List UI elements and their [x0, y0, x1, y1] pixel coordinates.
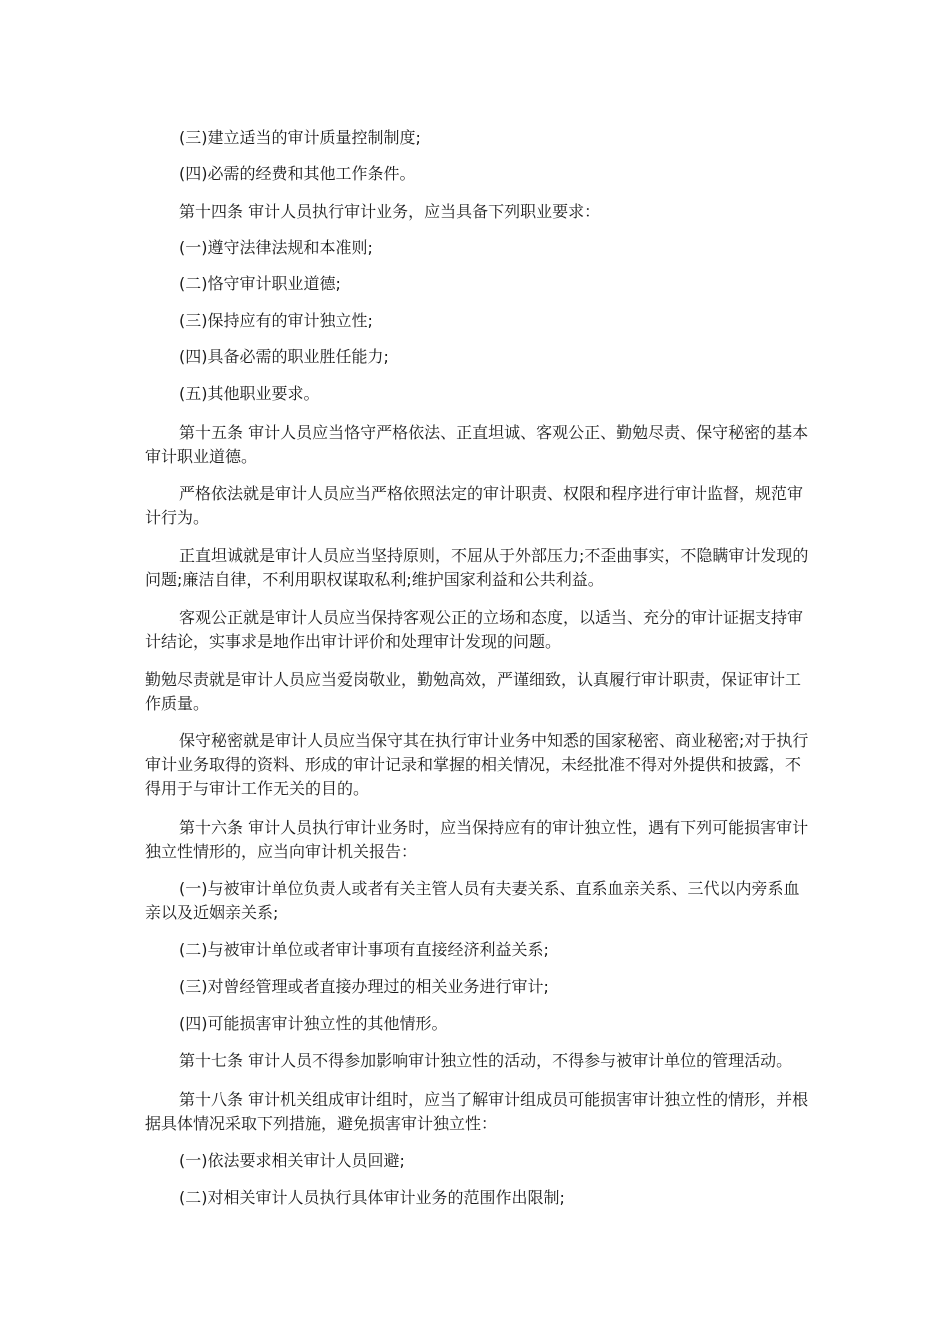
- paragraph: (二)与被审计单位或者审计事项有直接经济利益关系;: [179, 940, 549, 959]
- paragraph: (四)可能损害审计独立性的其他情形。: [179, 1014, 448, 1033]
- article-heading-17: 第十七条 审计人员不得参加影响审计独立性的活动，不得参与被审计单位的管理活动。: [179, 1051, 793, 1070]
- paragraph: (二)恪守审计职业道德;: [179, 274, 341, 293]
- paragraph: (三)建立适当的审计质量控制制度;: [179, 128, 421, 147]
- paragraph: 严格依法就是审计人员应当严格依照法定的审计职责、权限和程序进行审计监督，规范审计行为。: [145, 484, 804, 527]
- paragraph: (三)对曾经管理或者直接办理过的相关业务进行审计;: [179, 977, 549, 996]
- article-heading-16: 第十六条 审计人员执行审计业务时，应当保持应有的审计独立性，遇有下列可能损害审计独立性情形的，应当向审计机关报告：: [145, 818, 809, 861]
- paragraph: (二)对相关审计人员执行具体审计业务的范围作出限制;: [179, 1188, 565, 1207]
- paragraph: (四)具备必需的职业胜任能力;: [179, 347, 389, 366]
- paragraph: 勤勉尽责就是审计人员应当爱岗敬业，勤勉高效，严谨细致，认真履行审计职责，保证审计工作质量。: [145, 670, 802, 713]
- article-heading-18: 第十八条 审计机关组成审计组时，应当了解审计组成员可能损害审计独立性的情形，并根据具体情况采取下列措施，避免损害审计独立性：: [145, 1090, 809, 1133]
- paragraph: (四)必需的经费和其他工作条件。: [179, 164, 416, 183]
- article-heading-14: 第十四条 审计人员执行审计业务，应当具备下列职业要求：: [179, 202, 601, 221]
- paragraph: (三)保持应有的审计独立性;: [179, 311, 373, 330]
- article-heading-15: 第十五条 审计人员应当恪守严格依法、正直坦诚、客观公正、勤勉尽责、保守秘密的基本审计职业道德。: [145, 423, 809, 466]
- paragraph: 正直坦诚就是审计人员应当坚持原则，不屈从于外部压力;不歪曲事实，不隐瞒审计发现的问题;廉洁自律，不利用职权谋取私利;维护国家利益和公共利益。: [145, 546, 809, 589]
- paragraph: (一)与被审计单位负责人或者有关主管人员有夫妻关系、直系血亲关系、三代以内旁系血亲以及近姻亲关系;: [145, 879, 800, 922]
- paragraph: (一)依法要求相关审计人员回避;: [179, 1151, 405, 1170]
- paragraph: 保守秘密就是审计人员应当保守其在执行审计业务中知悉的国家秘密、商业秘密;对于执行审计业务取得的资料、形成的审计记录和掌握的相关情况，未经批准不得对外提供和披露，不得用于与审计工作无关的目的。: [145, 731, 809, 798]
- paragraph: 客观公正就是审计人员应当保持客观公正的立场和态度，以适当、充分的审计证据支持审计结论，实事求是地作出审计评价和处理审计发现的问题。: [145, 608, 804, 651]
- paragraph: (一)遵守法律法规和本准则;: [179, 238, 373, 257]
- paragraph: (五)其他职业要求。: [179, 384, 320, 403]
